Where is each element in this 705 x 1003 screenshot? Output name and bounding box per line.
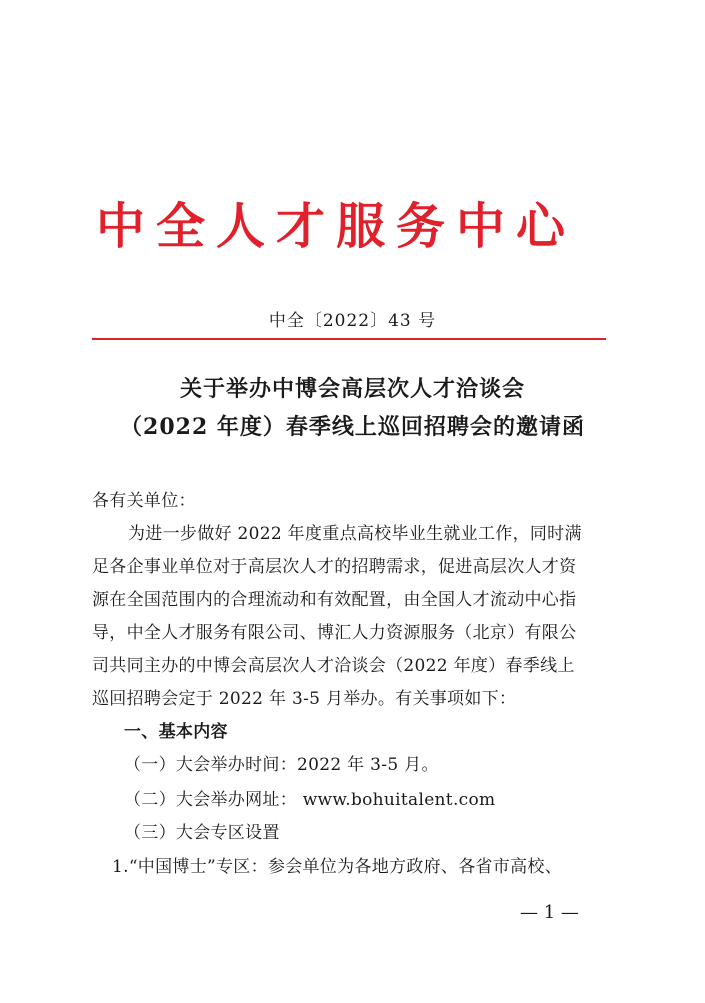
list-item: （一）大会举办时间：2022 年 3-5 月。 <box>124 755 439 775</box>
document-title-line-1: 关于举办中博会高层次人才洽谈会 <box>179 376 525 402</box>
paragraph-line: 为进一步做好 2022 年度重点高校毕业生就业工作，同时满 <box>128 524 582 544</box>
red-divider-line <box>92 338 606 340</box>
list-item: 1.“中国博士”专区：参会单位为各地方政府、各省市高校、 <box>112 857 563 877</box>
organization-title: 中全人才服务中心 <box>96 197 577 255</box>
paragraph-line: 巡回招聘会定于 2022 年 3-5 月举办。有关事项如下： <box>92 689 517 709</box>
list-item: （三）大会专区设置 <box>124 823 280 843</box>
document-number: 中全〔2022〕43 号 <box>268 311 437 331</box>
salutation: 各有关单位： <box>92 491 196 511</box>
paragraph-line: 导，中全人才服务有限公司、博汇人力资源服务（北京）有限公 <box>92 623 577 643</box>
section-heading: 一、基本内容 <box>124 722 228 742</box>
list-item: （二）大会举办网址： www.bohuitalent.com <box>124 790 496 810</box>
document-title-line-2: （2022 年度）春季线上巡回招聘会的邀请函 <box>120 414 585 440</box>
page-number: — 1 — <box>520 902 579 923</box>
paragraph-line: 司共同主办的中博会高层次人才洽谈会（2022 年度）春季线上 <box>92 656 575 676</box>
paragraph-line: 足各企事业单位对于高层次人才的招聘需求，促进高层次人才资 <box>92 557 577 577</box>
paragraph-line: 源在全国范围内的合理流动和有效配置，由全国人才流动中心指 <box>92 590 577 610</box>
